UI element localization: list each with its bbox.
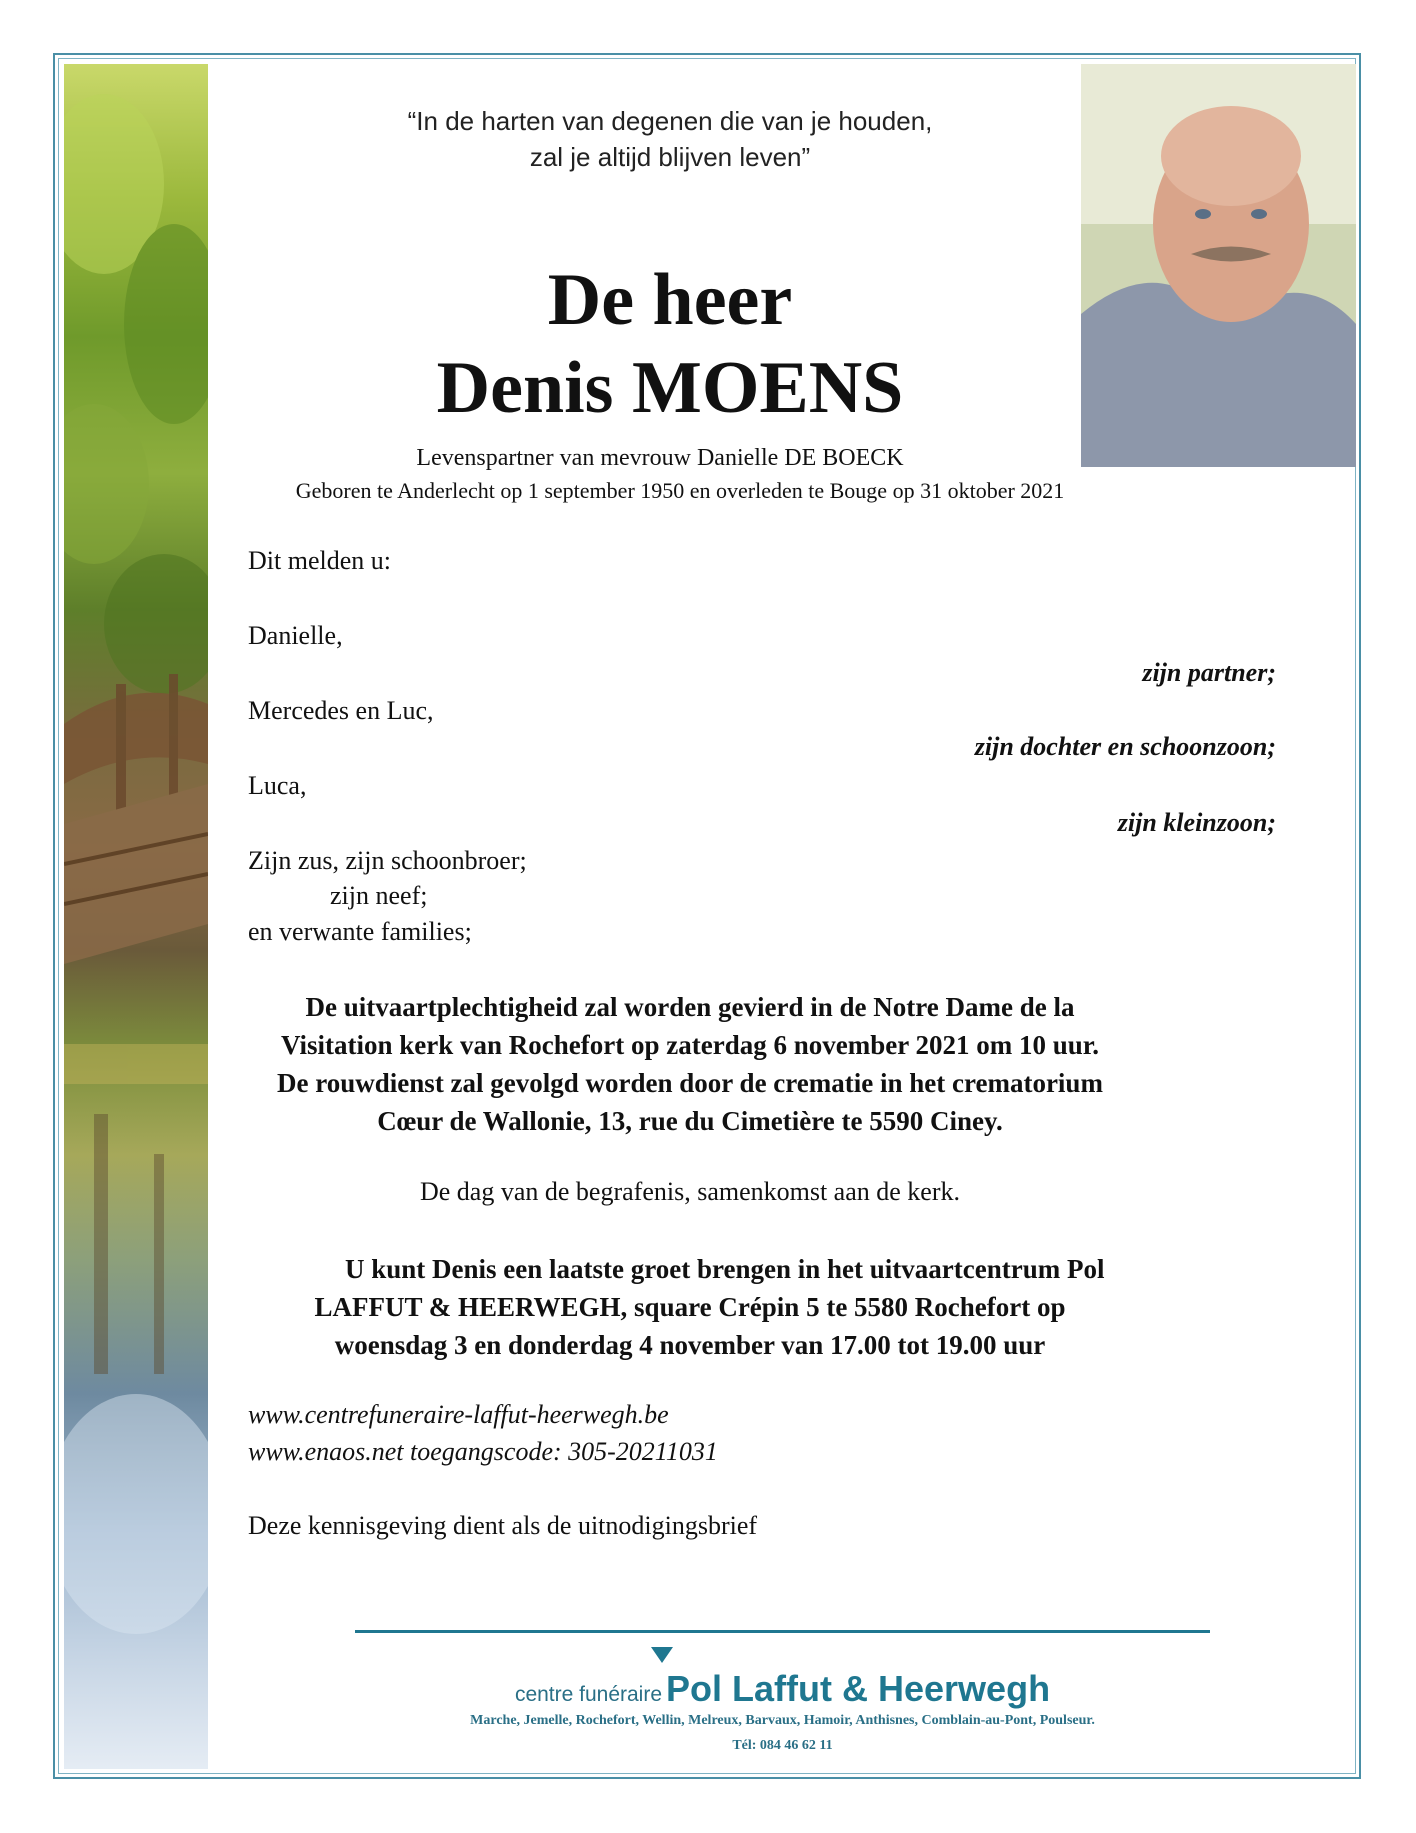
water-reflection <box>64 1044 208 1634</box>
title-honorific: De heer <box>547 259 793 341</box>
family-relation-partner: zijn partner; <box>1142 658 1276 687</box>
visitation-line-1: U kunt Denis een laatste groet brengen in het uitvaartcentrum Pol <box>345 1254 1105 1284</box>
logo-big-text: Pol Laffut & Heerwegh <box>666 1668 1051 1709</box>
other-family-line-3: en verwante families; <box>248 917 472 946</box>
birth-death-line: Geboren te Anderlecht op 1 september 1950 en overleden te Bouge op 31 oktober 2021 <box>295 478 1065 503</box>
logo-small-text: centre funéraire <box>514 1683 663 1706</box>
portrait-photo <box>1081 64 1356 467</box>
logo-triangle-icon <box>651 1647 673 1663</box>
other-family-line-1: Zijn zus, zijn schoonbroer; <box>248 846 527 875</box>
memorial-quote-line-1: “In de harten van degenen die van je houden, <box>407 106 933 136</box>
family-relation-grandson: zijn kleinzoon; <box>1117 808 1276 837</box>
footer-divider <box>355 1630 1210 1633</box>
visitation-line-2: LAFFUT & HEERWEGH, square Crépin 5 te 5580 Rochefort op <box>314 1292 1066 1322</box>
title-name: Denis MOENS <box>436 347 904 429</box>
ceremony-line-4: Cœur de Wallonie, 13, rue du Cimetière te 5590 Ciney. <box>377 1106 1003 1136</box>
enaos-link[interactable]: www.enaos.net toegangscode: 305-20211031 <box>248 1437 718 1466</box>
family-name-daughter: Mercedes en Luc, <box>248 696 434 725</box>
ceremony-line-1: De uitvaartplechtigheid zal worden gevierd in de Notre Dame de la <box>305 992 1075 1022</box>
ceremony-line-3: De rouwdienst zal gevolgd worden door de crematie in het crematorium <box>277 1068 1103 1098</box>
announcement-intro: Dit melden u: <box>248 546 391 575</box>
footer-places: Marche, Jemelle, Rochefort, Wellin, Melreux, Barvaux, Hamoir, Anthisnes, Comblain-au-Pont, Poulseur. <box>470 1713 1095 1728</box>
wooden-bridge <box>64 674 208 964</box>
other-family-line-2: zijn neef; <box>330 881 428 910</box>
ceremony-line-2: Visitation kerk van Rochefort op zaterdag 6 november 2021 om 10 uur. <box>281 1030 1099 1060</box>
side-garden-photo <box>64 64 208 1769</box>
invitation-note: Deze kennisgeving dient als de uitnodigingsbrief <box>248 1511 758 1540</box>
memorial-quote-line-2: zal je altijd blijven leven” <box>529 142 811 172</box>
foliage-shapes <box>64 94 208 694</box>
family-name-grandson: Luca, <box>248 771 307 800</box>
partner-line: Levenspartner van mevrouw Danielle DE BOECK <box>416 445 904 471</box>
gathering-note: De dag van de begrafenis, samenkomst aan de kerk. <box>419 1177 961 1206</box>
visitation-line-3: woensdag 3 en donderdag 4 november van 17.00 tot 19.00 uur <box>334 1330 1046 1360</box>
footer-telephone: Tél: 084 46 62 11 <box>732 1738 833 1753</box>
family-name-partner: Danielle, <box>248 621 343 650</box>
family-relation-daughter: zijn dochter en schoonzoon; <box>974 732 1276 761</box>
funeral-home-logo <box>355 1668 1210 1710</box>
website-link[interactable]: www.centrefuneraire-laffut-heerwegh.be <box>248 1400 669 1429</box>
